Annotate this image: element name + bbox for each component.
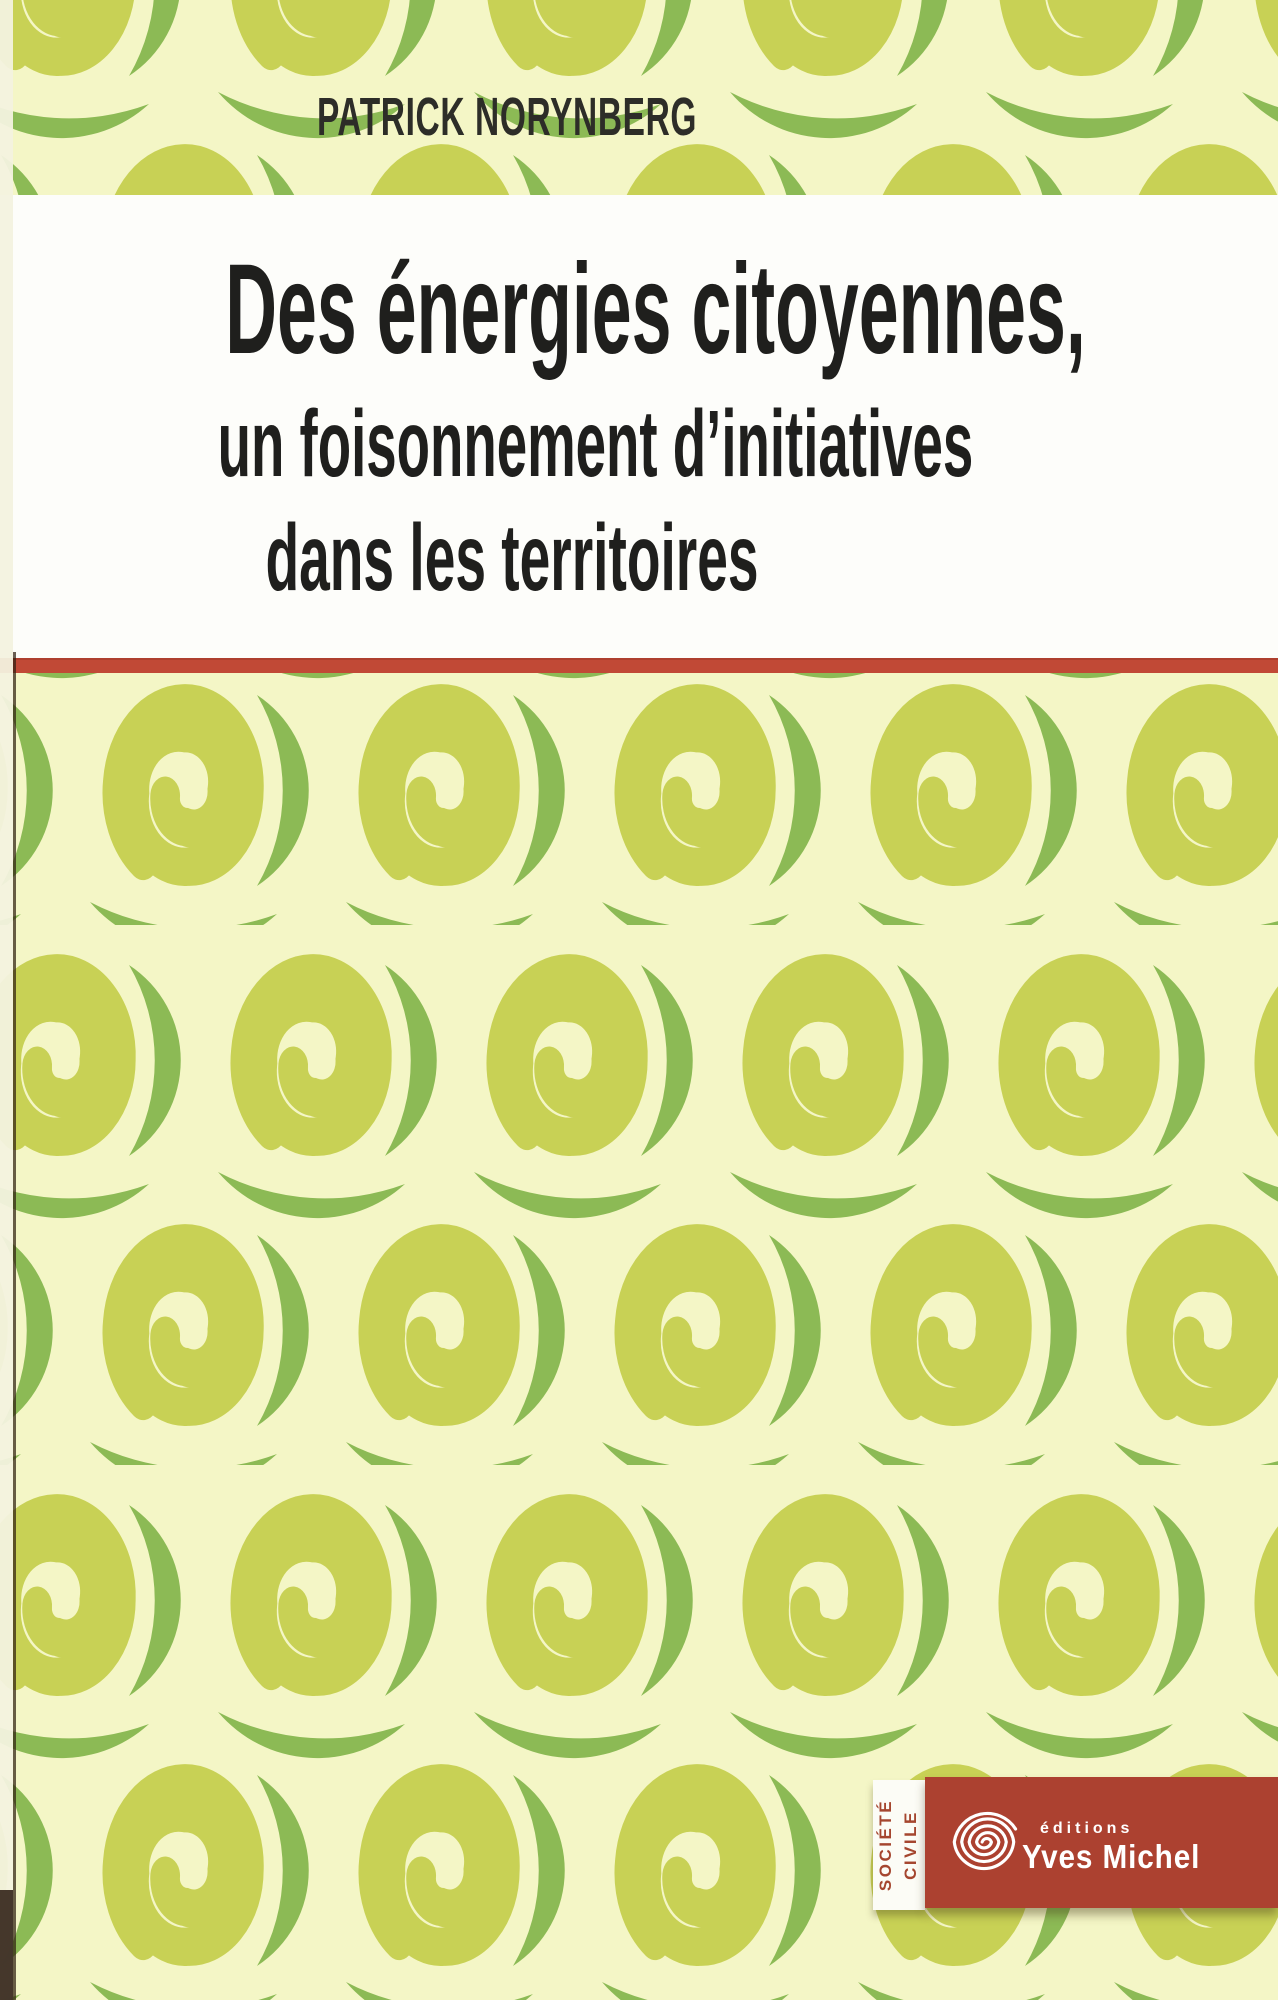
publisher-box (925, 1777, 1278, 1908)
publisher-editions-label: éditions (1040, 1820, 1134, 1837)
collection-word-civile: CIVILE (901, 1810, 920, 1880)
publisher-name: Yves Michel (1022, 1838, 1201, 1875)
spiral-logo-icon (945, 1803, 1023, 1881)
scan-edge-dark-corner (0, 1890, 13, 2000)
collection-label-box (873, 1780, 925, 1910)
red-divider-bar (0, 658, 1278, 673)
scan-edge-shadow-line (13, 652, 16, 2000)
scan-edge-strip (0, 0, 13, 2000)
spiral-logo-path (954, 1813, 1015, 1868)
collection-label-rotated (873, 1780, 925, 1910)
collection-word-societe: SOCIÉTÉ (876, 1798, 896, 1892)
title-line-1: Des énergies citoyennes, (225, 238, 1086, 381)
title-line-3: dans les territoires (265, 505, 759, 611)
title-line-2: un foisonnement d’initiatives (217, 391, 974, 497)
author-name: PATRICK NORYNBERG (316, 87, 698, 147)
